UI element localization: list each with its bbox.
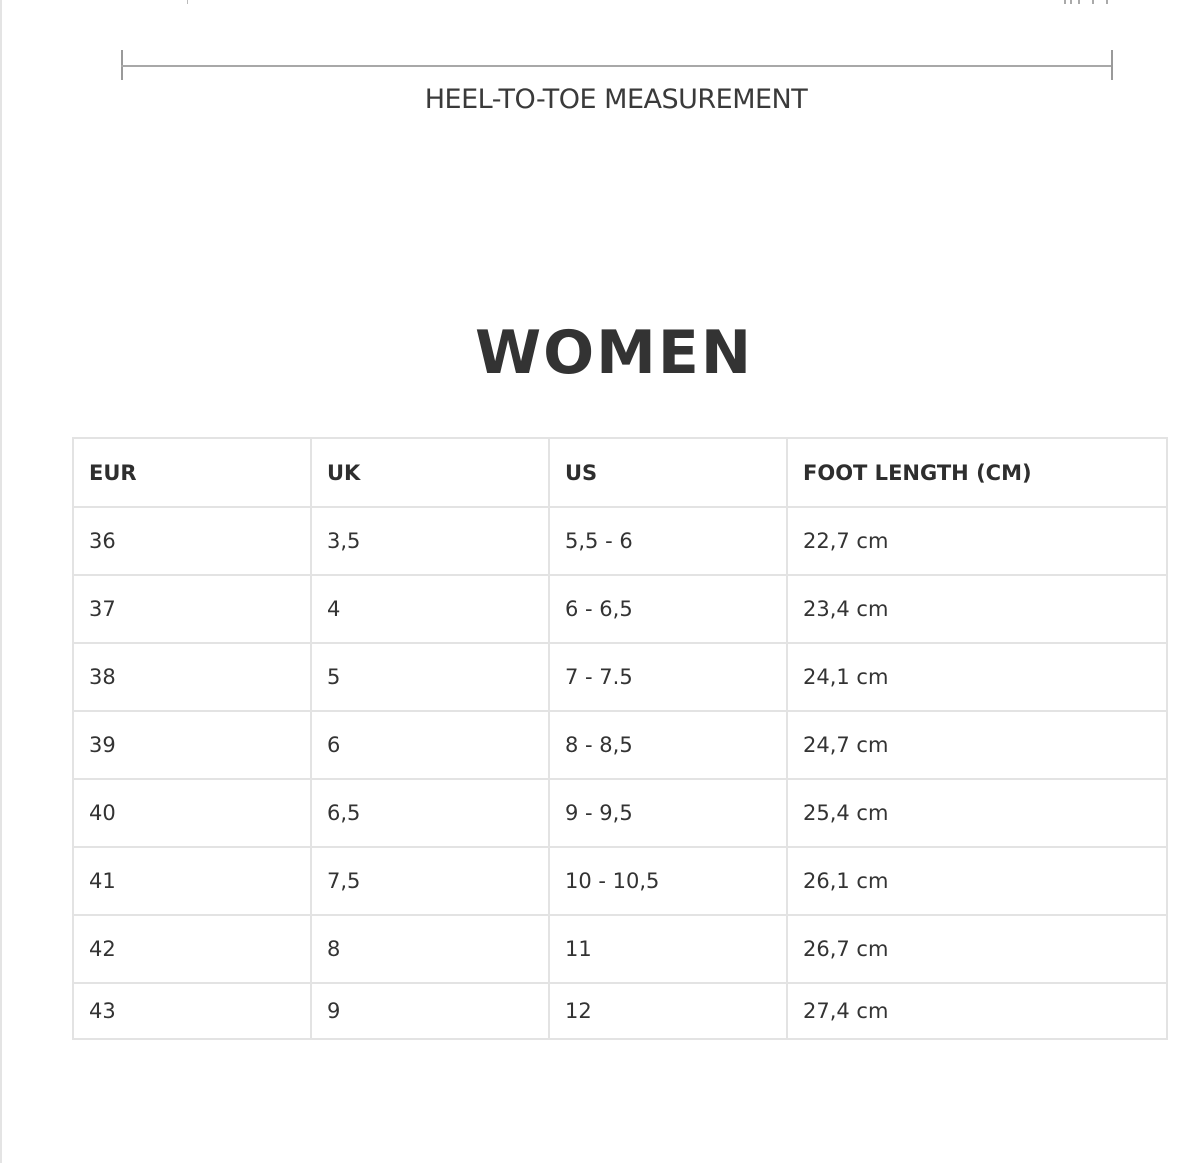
cell-uk: 6 xyxy=(311,711,549,779)
cell-us: 8 - 8,5 xyxy=(549,711,787,779)
table-header-row xyxy=(73,438,1167,507)
top-crop-mark-left xyxy=(187,0,188,4)
header-us: US xyxy=(549,438,787,507)
page-left-border xyxy=(0,0,2,1163)
table-row xyxy=(73,575,1167,643)
cell-foot-length: 27,4 cm xyxy=(787,983,1167,1039)
cell-uk: 5 xyxy=(311,643,549,711)
cell-foot-length: 26,1 cm xyxy=(787,847,1167,915)
cell-us: 5,5 - 6 xyxy=(549,507,787,575)
cell-foot-length: 24,7 cm xyxy=(787,711,1167,779)
cell-foot-length: 22,7 cm xyxy=(787,507,1167,575)
cell-uk: 9 xyxy=(311,983,549,1039)
cell-eur: 38 xyxy=(73,643,311,711)
top-crop-mark-right xyxy=(1056,0,1114,6)
cell-eur: 37 xyxy=(73,575,311,643)
table-row xyxy=(73,915,1167,983)
table-row xyxy=(73,507,1167,575)
cell-foot-length: 25,4 cm xyxy=(787,779,1167,847)
table-row xyxy=(73,847,1167,915)
measurement-label: HEEL-TO-TOE MEASUREMENT xyxy=(424,84,808,115)
table-row xyxy=(73,983,1167,1039)
cell-us: 9 - 9,5 xyxy=(549,779,787,847)
cell-us: 7 - 7.5 xyxy=(549,643,787,711)
measure-tick-right xyxy=(1111,50,1113,80)
section-title: WOMEN xyxy=(474,318,754,388)
cell-us: 12 xyxy=(549,983,787,1039)
header-foot-length: FOOT LENGTH (CM) xyxy=(787,438,1167,507)
cell-uk: 4 xyxy=(311,575,549,643)
table-row xyxy=(73,643,1167,711)
cell-uk: 3,5 xyxy=(311,507,549,575)
header-eur: EUR xyxy=(73,438,311,507)
cell-us: 6 - 6,5 xyxy=(549,575,787,643)
cell-eur: 43 xyxy=(73,983,311,1039)
cell-uk: 6,5 xyxy=(311,779,549,847)
cell-us: 10 - 10,5 xyxy=(549,847,787,915)
table-row xyxy=(73,779,1167,847)
size-chart-table xyxy=(72,437,1168,1040)
cell-uk: 8 xyxy=(311,915,549,983)
cell-foot-length: 26,7 cm xyxy=(787,915,1167,983)
table-row xyxy=(73,711,1167,779)
heel-to-toe-measure-line xyxy=(121,50,1113,80)
cell-us: 11 xyxy=(549,915,787,983)
cell-eur: 36 xyxy=(73,507,311,575)
cell-foot-length: 24,1 cm xyxy=(787,643,1167,711)
cell-eur: 42 xyxy=(73,915,311,983)
cell-eur: 39 xyxy=(73,711,311,779)
header-uk: UK xyxy=(311,438,549,507)
measure-bar xyxy=(121,65,1113,67)
cell-uk: 7,5 xyxy=(311,847,549,915)
cell-foot-length: 23,4 cm xyxy=(787,575,1167,643)
cell-eur: 40 xyxy=(73,779,311,847)
cell-eur: 41 xyxy=(73,847,311,915)
